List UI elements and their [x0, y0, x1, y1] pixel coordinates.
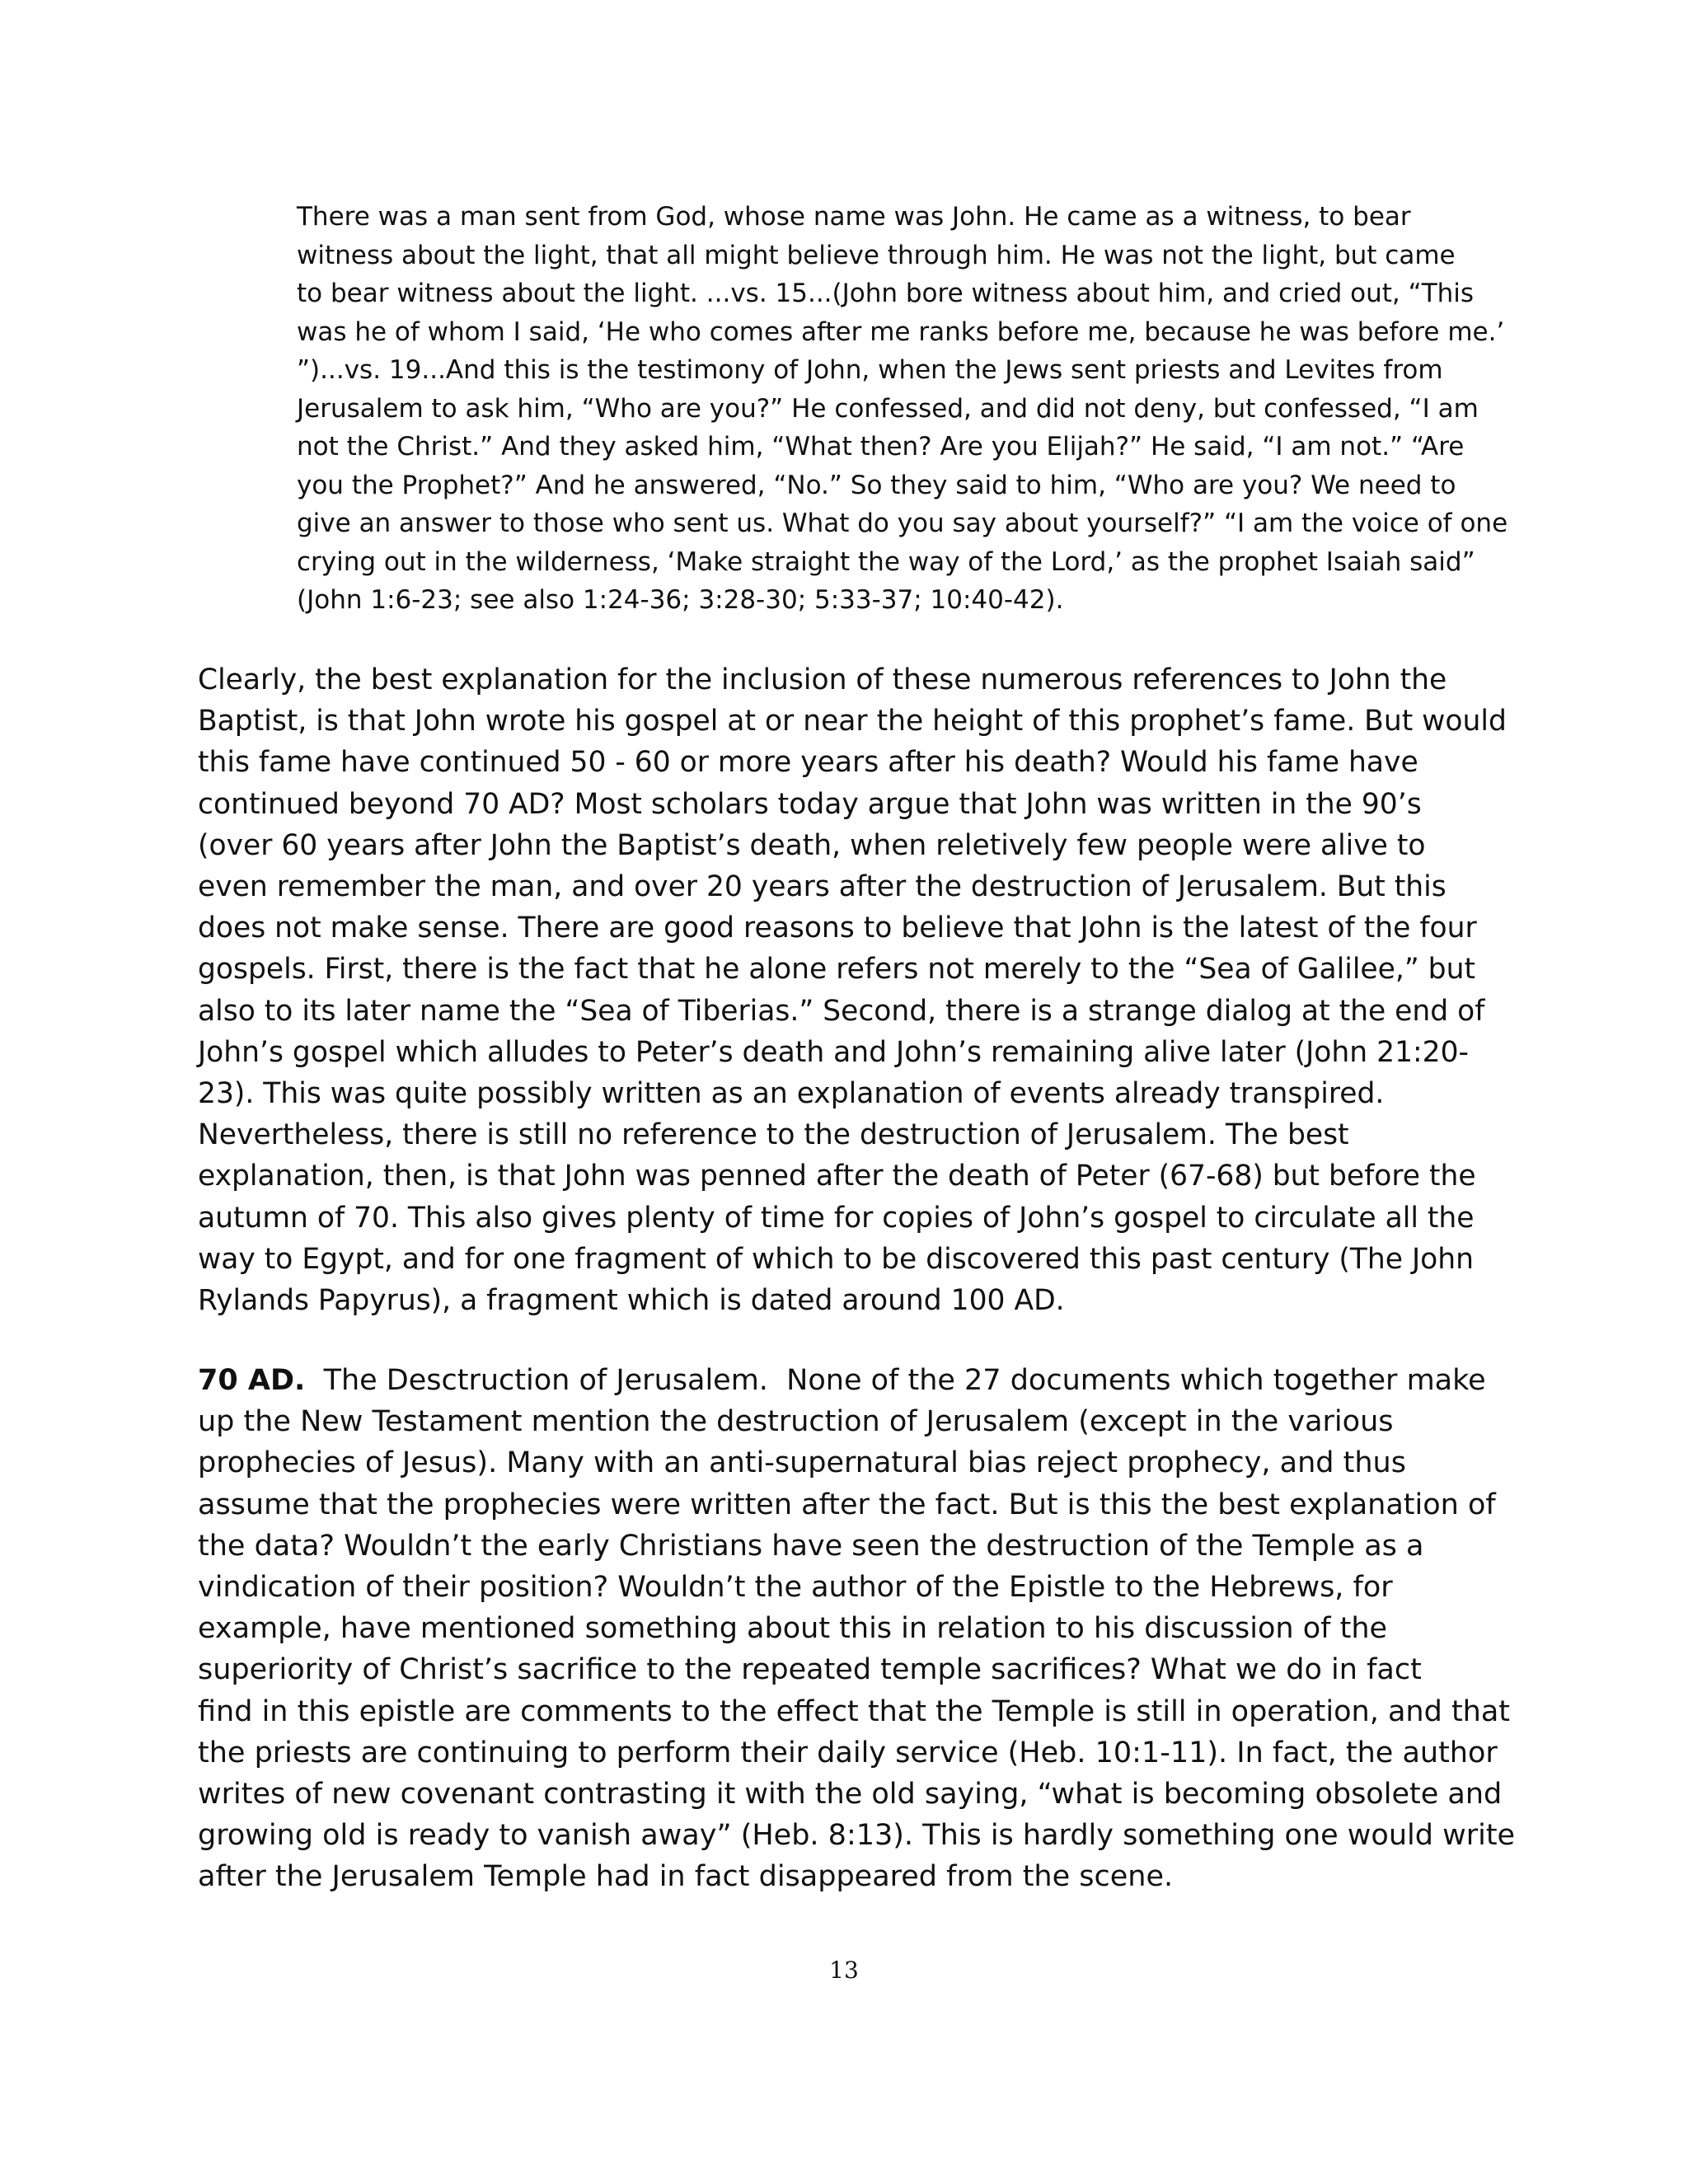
quote-line: There was a man sent from God, whose name was John. He came as a witness, to bear — [297, 202, 1411, 232]
paragraph-line: Baptist, is that John wrote his gospel at or near the height of this prophet’s fame. But would — [198, 705, 1507, 738]
paragraph-line: continued beyond 70 AD? Most scholars today argue that John was written in the 90’s — [198, 787, 1422, 821]
paragraph-line: Rylands Papyrus), a fragment which is dated around 100 AD. — [198, 1284, 1065, 1318]
quote-line: not the Christ.” And they asked him, “What then? Are you Elijah?” He said, “I am not.” “Are — [297, 432, 1465, 462]
quote-line: (John 1:6-23; see also 1:24-36; 3:28-30; 5:33-37; 10:40-42). — [297, 585, 1064, 615]
paragraph-line: gospels. First, there is the fact that he alone refers not merely to the “Sea of Galilee,” but — [198, 953, 1475, 987]
paragraph-line: the priests are continuing to perform their daily service (Heb. 10:1-11). In fact, the author — [198, 1736, 1498, 1769]
paragraph-line: prophecies of Jesus). Many with an anti-supernatural bias reject prophecy, and thus — [198, 1446, 1406, 1480]
paragraph-line: autumn of 70. This also gives plenty of time for copies of John’s gospel to circulate all the — [198, 1201, 1475, 1235]
body-paragraph-john-dating — [198, 659, 1507, 1321]
quote-line: was he of whom I said, ‘He who comes after me ranks before me, because he was before me.’ — [297, 316, 1505, 347]
paragraph-line-text: The Desctruction of Jerusalem. None of the 27 documents which together make — [305, 1364, 1486, 1397]
paragraph-line: growing old is ready to vanish away” (Heb. 8:13). This is hardly something one would write — [198, 1819, 1516, 1853]
quote-line: witness about the light, that all might believe through him. He was not the light, but came — [297, 240, 1456, 270]
paragraph-line: does not make sense. There are good reasons to believe that John is the latest of the four — [198, 912, 1477, 945]
paragraph-line: Nevertheless, there is still no reference to the destruction of Jerusalem. The best — [198, 1118, 1349, 1152]
paragraph-line: this fame have continued 50 - 60 or more years after his death? Would his fame have — [198, 746, 1418, 780]
section-heading: 70 AD. — [198, 1364, 306, 1397]
block-quote — [297, 198, 1508, 620]
paragraph-line: (over 60 years after John the Baptist’s death, when reletively few people were alive to — [198, 828, 1426, 862]
paragraph-line: find in this epistle are comments to the effect that the Temple is still in operation, and that — [198, 1694, 1511, 1728]
quote-line: you the Prophet?” And he answered, “No.” So they said to him, “Who are you? We need to — [297, 470, 1456, 500]
paragraph-line: 23). This was quite possibly written as an explanation of events already transpired. — [198, 1077, 1385, 1111]
paragraph-line: explanation, then, is that John was penned after the death of Peter (67-68) but before the — [198, 1160, 1476, 1193]
paragraph-line: up the New Testament mention the destruction of Jerusalem (except in the various — [198, 1405, 1394, 1439]
paragraph-line: after the Jerusalem Temple had in fact disappeared from the scene. — [198, 1860, 1174, 1894]
quote-line: ”)...vs. 19...And this is the testimony of John, when the Jews sent priests and Levites from — [297, 355, 1443, 385]
body-paragraph-70-ad — [198, 1360, 1516, 1898]
paragraph-line: writes of new covenant contrasting it with the old saying, “what is becoming obsolete and — [198, 1778, 1503, 1811]
paragraph-line: assume that the prophecies were written after the fact. But is this the best explanation of — [198, 1488, 1496, 1521]
paragraph-line: example, have mentioned something about this in relation to his discussion of the — [198, 1612, 1388, 1646]
page-number: 13 — [829, 1957, 859, 1984]
paragraph-line: Clearly, the best explanation for the inclusion of these numerous references to John the — [198, 663, 1447, 696]
paragraph-line: also to its later name the “Sea of Tiberias.” Second, there is a strange dialog at the end of — [198, 994, 1485, 1028]
quote-line: crying out in the wilderness, ‘Make straight the way of the Lord,’ as the prophet Isaiah said” — [297, 546, 1475, 577]
quote-line: Jerusalem to ask him, “Who are you?” He confessed, and did not deny, but confessed, “I am — [297, 393, 1479, 424]
paragraph-line: superiority of Christ’s sacrifice to the repeated temple sacrifices? What we do in fact — [198, 1653, 1422, 1687]
paragraph-line: even remember the man, and over 20 years after the destruction of Jerusalem. But this — [198, 870, 1447, 904]
paragraph-line: vindication of their position? Wouldn’t the author of the Epistle to the Hebrews, for — [198, 1571, 1393, 1605]
quote-line: to bear witness about the light. ...vs. 15...(John bore witness about him, and cried out, “This — [297, 279, 1475, 308]
paragraph-line: John’s gospel which alludes to Peter’s death and John’s remaining alive later (John 21:20- — [198, 1035, 1469, 1069]
paragraph-line: the data? Wouldn’t the early Christians have seen the destruction of the Temple as a — [198, 1529, 1424, 1563]
paragraph-line: way to Egypt, and for one fragment of which to be discovered this past century (The John — [198, 1242, 1474, 1276]
quote-line: give an answer to those who sent us. What do you say about yourself?” “I am the voice of one — [297, 509, 1508, 538]
paragraph-first-line — [198, 1360, 1500, 1401]
